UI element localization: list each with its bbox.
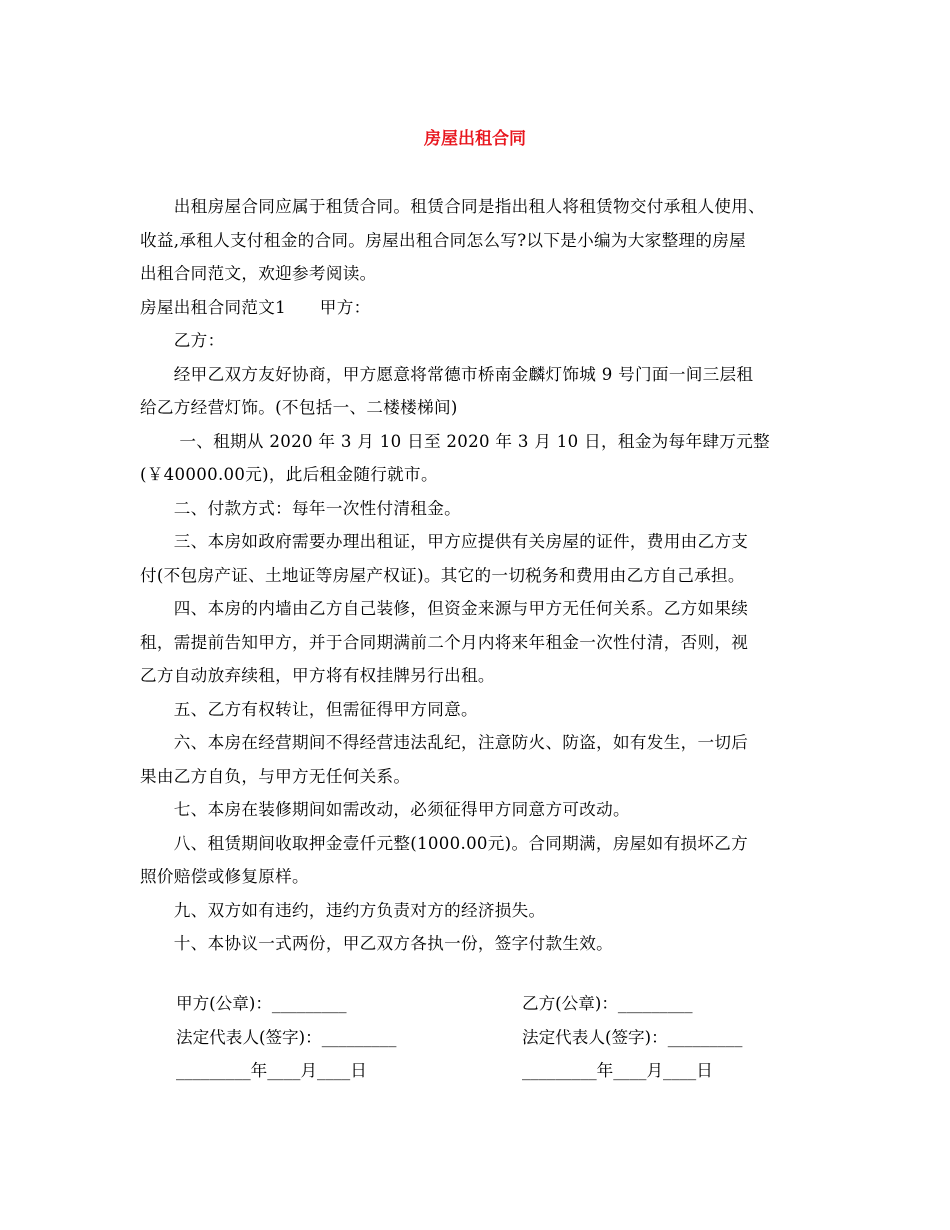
text-line: 出租房屋合同应属于租赁合同。租赁合同是指出租人将租赁物交付承租人使用、 [140,197,766,216]
text-line: 四、本房的内墙由乙方自己装修，但资金来源与甲方无任何关系。乙方如果续 [140,599,749,618]
text-line: 果由乙方自负，与甲方无任何关系。 [140,766,411,786]
text-line: 收益,承租人支付租金的合同。房屋出租合同怎么写?以下是小编为大家整理的房屋 [140,230,747,250]
text-line: 租，需提前告知甲方，并于合同期满前二个月内将来年租金一次性付清，否则，视 [140,632,749,652]
party-a-representative: 法定代表人(签字)：_________ [176,1028,397,1047]
document-title: 房屋出租合同 [424,129,526,149]
text-line: 房屋出租合同范文1 甲方： [140,297,371,317]
party-b-date: _________年____月____日 [522,1061,713,1080]
text-line: 七、本房在装修期间如需改动，必须征得甲方同意方可改动。 [140,800,630,819]
party-a-date: _________年____月____日 [176,1061,367,1080]
party-a-seal: 甲方(公章)：_________ [176,994,347,1013]
text-line: 出租合同范文，欢迎参考阅读。 [140,264,377,283]
text-line: 一、租期从 2020 年 3 月 10 日至 2020 年 3 月 10 日，租金为每年肆万元整 [140,431,770,451]
text-line: 十、本协议一式两份，甲乙双方各执一份，签字付款生效。 [140,934,614,953]
text-line: 照价赔偿或修复原样。 [140,867,309,886]
text-line: 八、租赁期间收取押金壹仟元整(1000.00元)。合同期满，房屋如有损坏乙方 [140,833,748,853]
party-b-seal: 乙方(公章)：_________ [522,994,693,1013]
text-line: 付(不包房产证、土地证等房屋产权证)。其它的一切税务和费用由乙方自己承担。 [140,565,745,585]
party-b-representative: 法定代表人(签字)：_________ [522,1028,743,1047]
text-line: 五、乙方有权转让，但需征得甲方同意。 [140,699,478,719]
text-line: 九、双方如有违约，违约方负责对方的经济损失。 [140,900,546,920]
text-line: 二、付款方式：每年一次性付清租金。 [140,498,461,518]
document-body [140,190,820,961]
text-line: 乙方自动放弃续租，甲方将有权挂牌另行出租。 [140,666,495,685]
text-line: (￥40000.00元)，此后租金随行就市。 [140,465,438,484]
text-line: 乙方： [140,331,225,350]
text-line: 三、本房如政府需要办理出租证，甲方应提供有关房屋的证件，费用由乙方支 [140,532,749,551]
text-line: 六、本房在经营期间不得经营违法乱纪，注意防火、防盗，如有发生，一切后 [140,733,749,752]
text-line: 给乙方经营灯饰。(不包括一、二楼楼梯间) [140,398,458,417]
text-line: 经甲乙双方友好协商，甲方愿意将常德市桥南金麟灯饰城 9 号门面一间三层租 [140,364,754,384]
